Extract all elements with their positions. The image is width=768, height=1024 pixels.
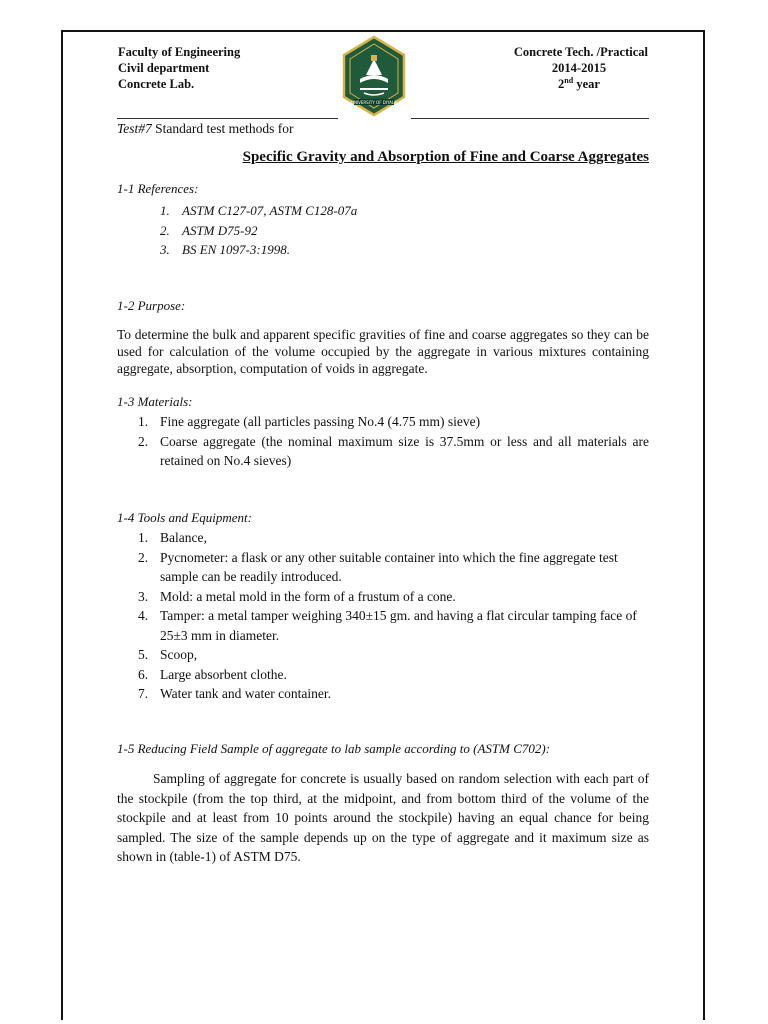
references-heading: 1-1 References:	[117, 181, 199, 196]
list-item: 1. Fine aggregate (all particles passing No.4 (4.75 mm) sieve)	[138, 414, 481, 429]
materials-list	[138, 412, 649, 471]
list-item: 1. ASTM C127-07, ASTM C128-07a	[160, 203, 358, 218]
department-label: Civil department	[118, 61, 210, 75]
reducing-text: Sampling of aggregate for concrete is usually based on random selection with each part of the stockpile (from the top third, at the midpoint, and from bottom third of the volume of the stockpile and at least from 10 points around the stockpile) having an equal chance for being sampled. The size of the sample depends up on the type of aggregate and it maximum size as shown in (table-1) of ASTM D75.	[117, 771, 649, 864]
tools-heading: 1-4 Tools and Equipment:	[117, 510, 252, 525]
list-item: 3. Mold: a metal mold in the form of a frustum of a cone.	[138, 588, 456, 604]
header-left	[118, 44, 240, 92]
test-line	[117, 121, 294, 137]
academic-year: 2014-2015	[551, 61, 607, 75]
course-label: Concrete Tech. /Practical	[513, 45, 648, 59]
list-item: 2. Pycnometer: a flask or any other suitable container into which the fine aggregate test sample can be readily introduced.	[138, 549, 618, 584]
logo-text: UNIVERSITY OF DIYALA	[351, 99, 397, 105]
reducing-heading: 1-5 Reducing Field Sample of aggregate to lab sample according to (ASTM C702):	[117, 741, 551, 756]
tools-list	[138, 528, 649, 704]
purpose-heading: 1-2 Purpose:	[117, 298, 186, 313]
references-list	[160, 201, 357, 260]
lab-label: Concrete Lab.	[118, 77, 195, 91]
year-level: 2nd year	[558, 75, 600, 91]
list-item: 5. Scoop,	[138, 647, 198, 662]
list-item: 6. Large absorbent clothe.	[138, 666, 287, 682]
test-text: Standard test methods for	[151, 121, 294, 136]
test-number: Test#7	[117, 121, 152, 136]
header-right	[470, 44, 648, 92]
list-item: 2. ASTM D75-92	[160, 222, 258, 238]
document-title: Specific Gravity and Absorption of Fine and Coarse Aggregates	[242, 149, 649, 165]
university-logo	[340, 35, 408, 117]
faculty-label: Faculty of Engineering	[118, 45, 241, 59]
header-rule-left	[117, 118, 338, 119]
header-rule-right	[411, 118, 649, 119]
list-item: 3. BS EN 1097-3:1998.	[160, 242, 290, 257]
list-item: 2. Coarse aggregate (the nominal maximum size is 37.5mm or less and all materials are retained on No.4 sieves)	[138, 433, 649, 468]
purpose-text: To determine the bulk and apparent specific gravities of fine and coarse aggregates so they can be used for calculation of the volume occupied by the aggregate in various mixtures containing aggregate, absorption, computation of voids in aggregate.	[117, 327, 649, 376]
list-item: 7. Water tank and water container.	[138, 686, 331, 701]
materials-heading: 1-3 Materials:	[117, 394, 193, 409]
list-item: 4. Tamper: a metal tamper weighing 340±15 gm. and having a flat circular tamping face of 25±3 mm in diameter.	[138, 608, 637, 643]
list-item: 1. Balance,	[138, 530, 207, 545]
